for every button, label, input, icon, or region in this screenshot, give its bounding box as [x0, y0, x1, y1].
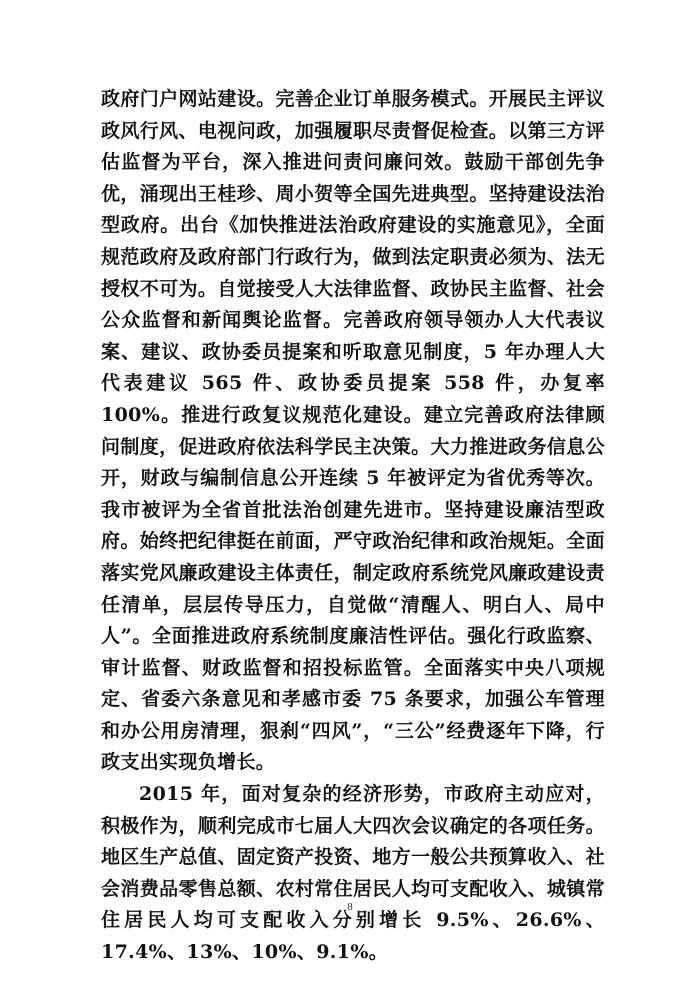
page-number: 8: [347, 901, 353, 913]
body-text: [101, 84, 605, 969]
paragraph-continued: 政府门户网站建设。完善企业订单服务模式。开展民主评议政风行风、电视问政，加强履职尽责督促检查。以第三方评估监督为平台，深入推进问责问廉问效。鼓励干部创先争优，涌现出王桂珍、周小贺等全国先进典型。坚持建设法治型政府。出台《加快推进法治政府建设的实施意见》，全面规范政府及政府部门行政行为，做到法定职责必须为、法无授权不可为。自觉接受人大法律监督、政协民主监督、社会公众监督和新闻舆论监督。完善政府领导领办人大代表议案、建议、政协委员提案和听取意见制度，5 年办理人大代表建议 565 件、政协委员提案 558 件，办复率 100%。推进行政复议规范化建设。建立完善政府法律顾问制度，促进政府依法科学民主决策。大力推进政务信息公开，财政与编制信息公开连续 5 年被评定为省优秀等次。我市被评为全省首批法治创建先进市。坚持建设廉洁型政府。始终把纪律挺在前面，严守政治纪律和政治规矩。全面落实党风廉政建设主体责任，制定政府系统党风廉政建设责任清单，层层传导压力，自觉做“清醒人、明白人、局中人”。全面推进政府系统制度廉洁性评估。强化行政监察、审计监督、财政监督和招投标监管。全面落实中央八项规定、省委六条意见和孝感市委 75 条要求，加强公车管理和办公用房清理，狠刹“四风”，“三公”经费逐年下降，行政支出实现负增长。: [101, 88, 605, 774]
paragraph-2015-summary: 2015 年，面对复杂的经济形势，市政府主动应对，积极作为，顺利完成市七届人大四次会议确定的各项任务。地区生产总值、固定资产投资、地方一般公共预算收入、社会消费品零售总额、农村常住居民人均可支配收入、城镇常住居民人均可支配收入分别增长 9.5%、26.6%、17.4%、13%、10%、9.1%。: [101, 783, 605, 964]
